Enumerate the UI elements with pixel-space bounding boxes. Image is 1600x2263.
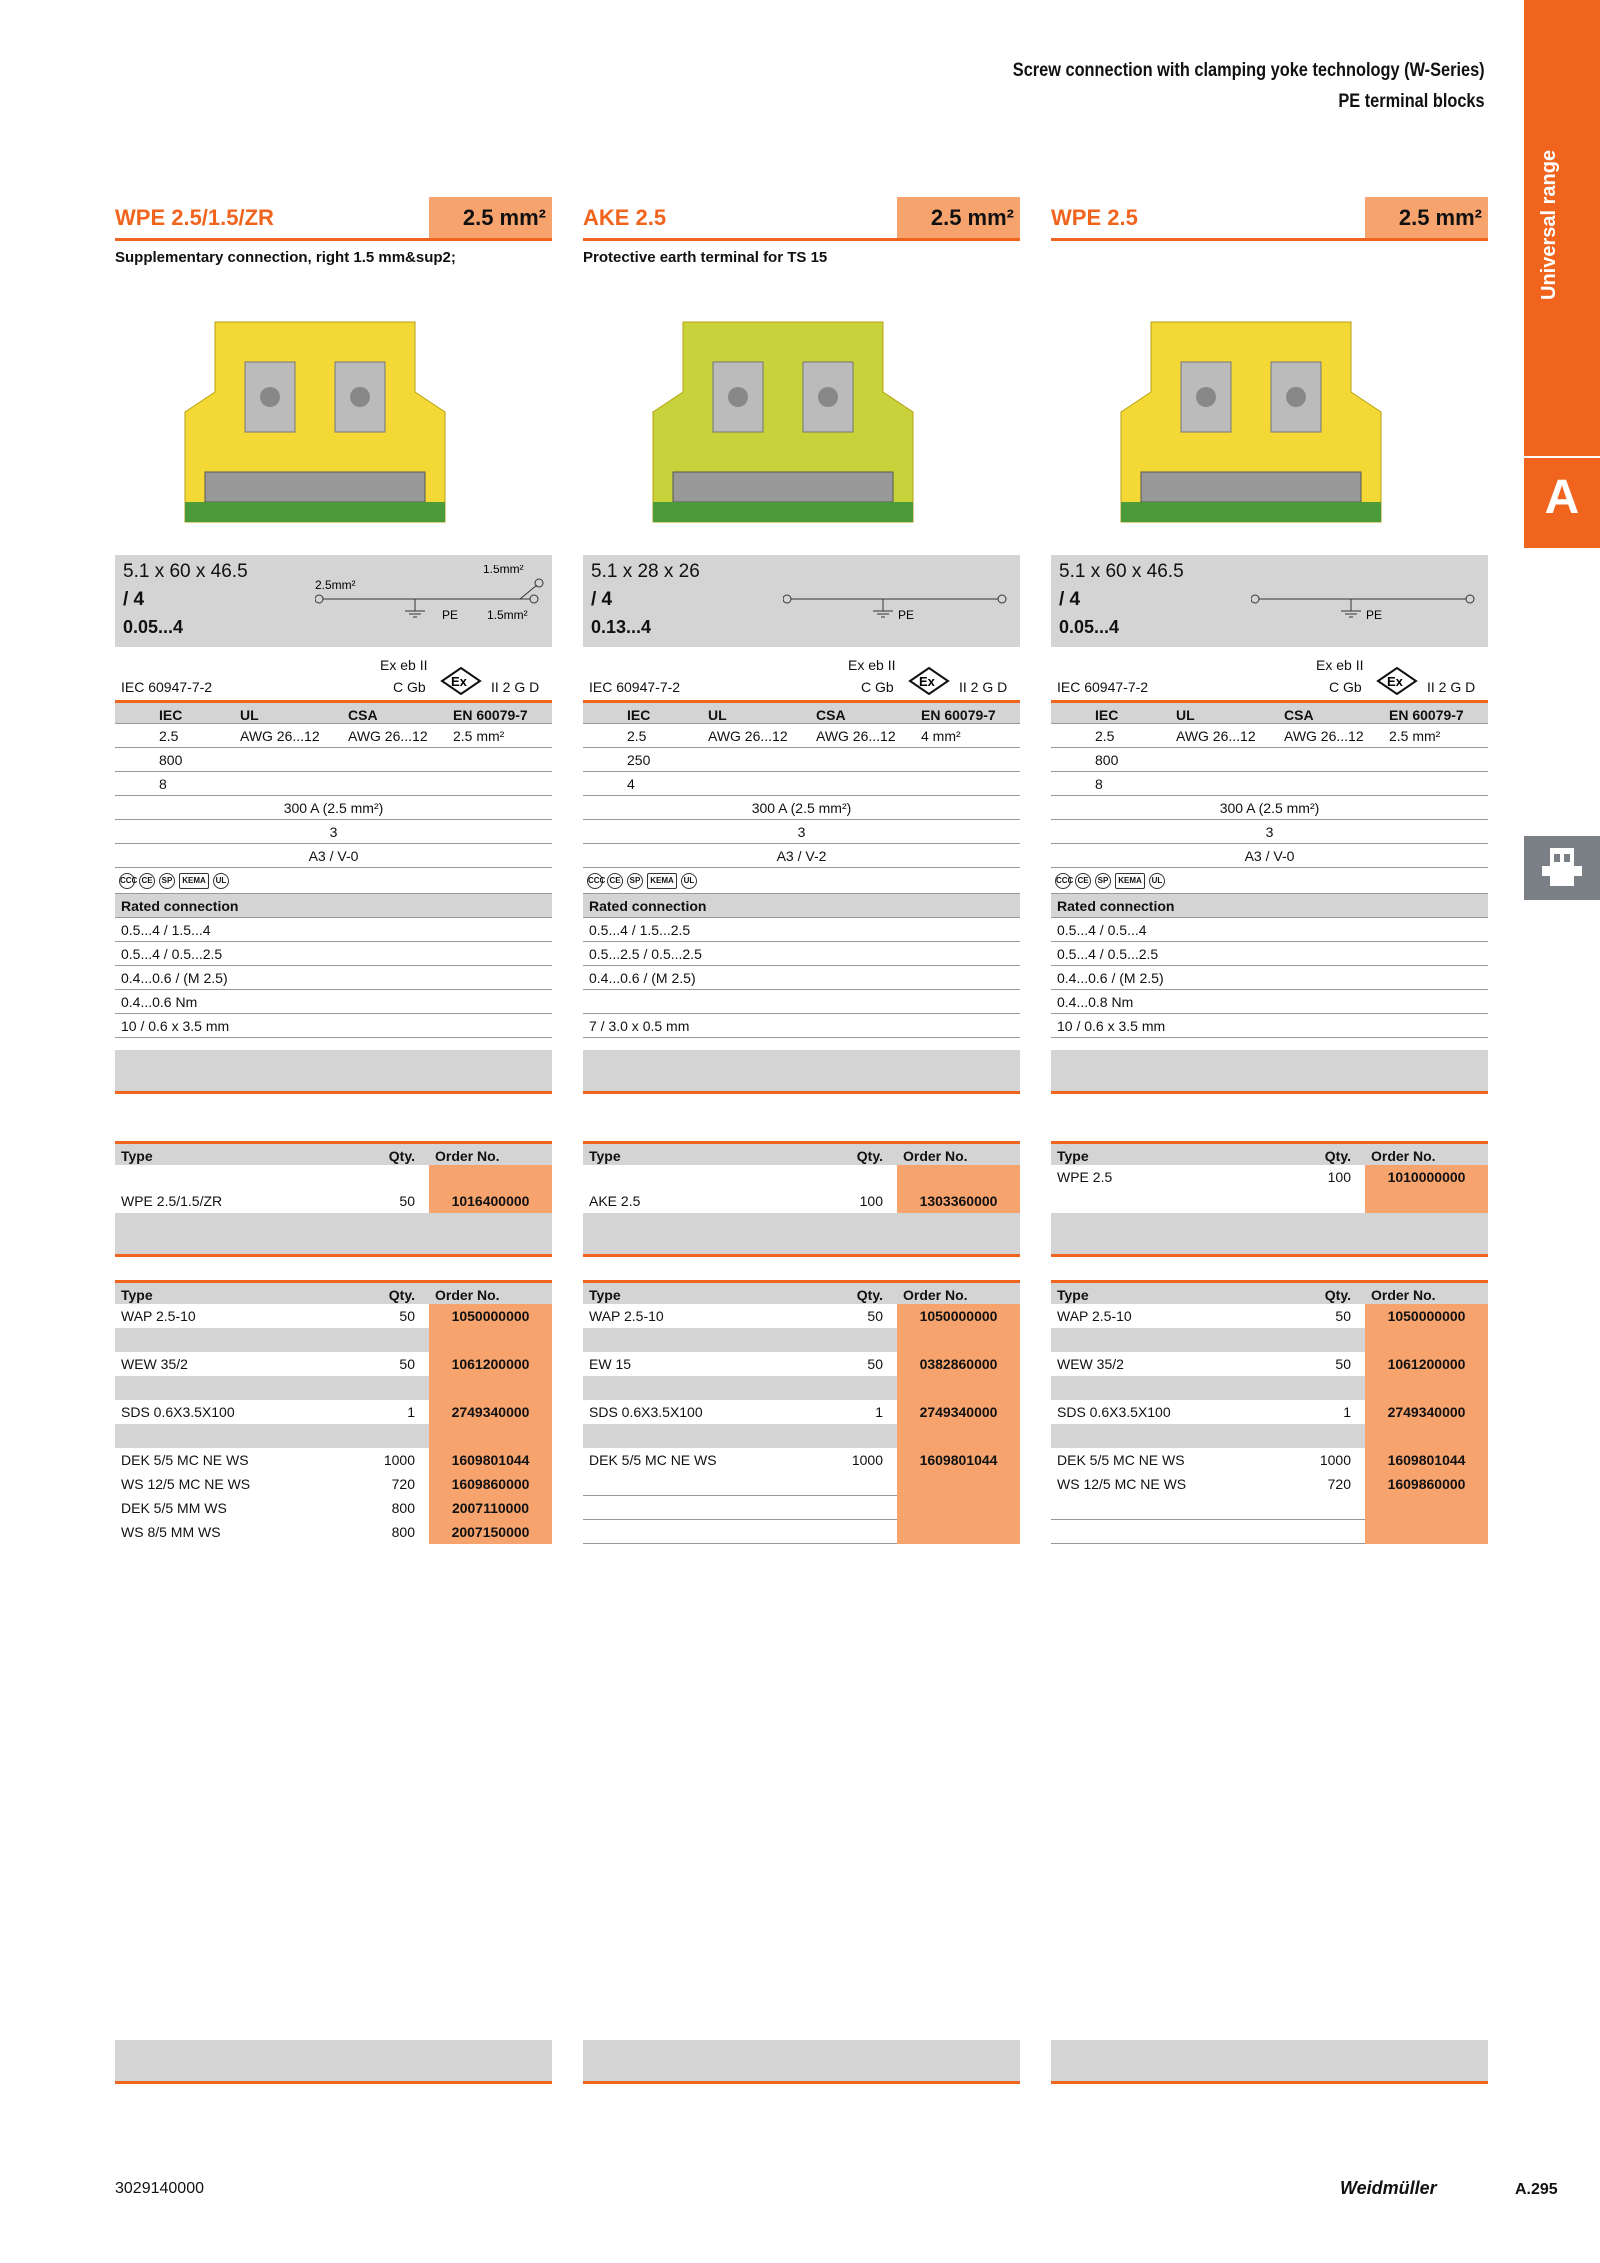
connection-value: 0.5...4 / 1.5...4 [121,922,211,938]
acc-header-type: Type [121,1287,153,1303]
dimensions: 5.1 x 60 x 46.5 [123,561,248,582]
acc-order-no[interactable]: 1609801044 [1365,1448,1488,1472]
order-header-qty: Qty. [1324,1148,1351,1164]
order-qty: 100 [859,1193,883,1209]
kema-icon: KEMA [1115,873,1145,889]
connection-value: 0.5...2.5 / 0.5...2.5 [589,946,702,962]
flammability: A3 / V-0 [308,848,359,864]
accessories-table [583,1280,1020,1544]
connection-value: 10 / 0.6 x 3.5 mm [121,1018,230,1034]
ccc-icon: CCC [1055,873,1071,889]
rated-connection-label: Rated connection [1057,898,1175,914]
svg-text:Ex: Ex [451,674,467,689]
current: 300 A (2.5 mm²) [751,800,852,816]
svg-text:2.5mm²: 2.5mm² [315,578,356,592]
acc-type: DEK 5/5 MC NE WS [1057,1452,1185,1468]
page-number: A.295 [1515,2181,1558,2198]
acc-qty: 1 [407,1404,415,1420]
accessory-row[interactable] [115,1448,552,1472]
accessory-row[interactable] [115,1400,552,1424]
order-header-no: Order No. [435,1148,500,1164]
product-description: Supplementary connection, right 1.5 mm&sup2; [115,249,456,266]
pollution: 3 [797,824,806,840]
product-size: 2.5 mm² [897,197,1020,238]
product-column [1051,197,1488,1492]
rating-value: 2.5 [159,728,179,744]
accessory-row[interactable] [1051,1352,1488,1376]
acc-qty: 1000 [383,1452,415,1468]
acc-qty: 50 [399,1308,415,1324]
acc-qty: 1 [1343,1404,1351,1420]
order-header-type: Type [589,1148,621,1164]
csa-icon: SP [1095,873,1111,889]
order-row[interactable] [115,1189,552,1213]
order-header-qty: Qty. [856,1148,883,1164]
acc-qty: 720 [1327,1476,1351,1492]
csa-icon: SP [627,873,643,889]
order-type: WPE 2.5 [1057,1169,1113,1185]
accessory-row[interactable] [583,1304,1020,1328]
acc-type: WAP 2.5-10 [589,1308,664,1324]
ii-2gd: II 2 G D [491,679,540,695]
rating-value: AWG 26...12 [240,728,320,744]
ex-eb: Ex eb II [1316,657,1364,673]
rated-voltage: 250 [627,752,651,768]
gray-band-bottom [583,2040,1020,2084]
svg-text:Ex: Ex [1387,674,1403,689]
circuit-diagram [1251,565,1481,635]
iec-standard: IEC 60947-7-2 [589,679,681,695]
acc-type: DEK 5/5 MM WS [121,1500,227,1516]
connection-value: 0.5...4 / 0.5...2.5 [121,946,223,962]
acc-type: DEK 5/5 MC NE WS [589,1452,717,1468]
rating-value: AWG 26...12 [708,728,788,744]
rating-value: AWG 26...12 [816,728,896,744]
accessory-row[interactable] [115,1496,552,1520]
footer-code: 3029140000 [115,2180,204,2197]
acc-type: WEW 35/2 [1057,1356,1124,1372]
rating-header: CSA [816,707,846,723]
dimension-box [115,555,552,647]
page-header [1013,55,1485,117]
ccc-icon: CCC [587,873,603,889]
pollution: 3 [1265,824,1274,840]
rating-header: EN 60079-7 [453,707,528,723]
rating-header: UL [1176,707,1195,723]
acc-header-type: Type [1057,1287,1089,1303]
dimension-box [583,555,1020,647]
order-table [1051,1141,1488,1257]
ce-icon: CE [1075,873,1091,889]
order-number[interactable]: 1303360000 [897,1189,1020,1213]
rating-header: CSA [1284,707,1314,723]
brand-logo: Weidmüller [1340,2178,1437,2198]
side-tab [1524,0,1600,548]
gray-band-bottom [1051,2040,1488,2084]
rating-value: 4 mm² [921,728,961,744]
acc-header-no: Order No. [1371,1287,1436,1303]
acc-type: WS 8/5 MM WS [121,1524,221,1540]
ce-icon: CE [139,873,155,889]
ii-2gd: II 2 G D [959,679,1008,695]
dimensions: 5.1 x 28 x 26 [591,561,700,582]
accessory-row[interactable] [1051,1304,1488,1328]
gray-band [1051,1050,1488,1094]
order-table [583,1141,1020,1257]
rating-value: 2.5 mm² [1389,728,1441,744]
accessory-row[interactable] [115,1304,552,1328]
rated-surge: 8 [1095,776,1103,792]
acc-order-no[interactable]: 1609860000 [1365,1472,1488,1496]
acc-qty: 800 [391,1524,415,1540]
product-name: AKE 2.5 [583,205,667,230]
accessory-row[interactable] [1051,1472,1488,1496]
side-label: Universal range [1538,149,1560,300]
connection-value: 7 / 3.0 x 0.5 mm [589,1018,690,1034]
connection-value: 0.4...0.6 / (M 2.5) [589,970,696,986]
product-column [583,197,1020,1468]
c-gb: C Gb [393,679,426,695]
range: 0.13...4 [591,617,652,637]
gray-band [115,1050,552,1094]
rated-voltage: 800 [1095,752,1119,768]
circuit-diagram [783,565,1013,635]
acc-qty: 50 [399,1356,415,1372]
ex-icon [1376,667,1418,695]
product-size: 2.5 mm² [1365,197,1488,238]
order-type: WPE 2.5/1.5/ZR [121,1193,223,1209]
acc-type: SDS 0.6X3.5X100 [1057,1404,1171,1420]
svg-text:1.5mm²: 1.5mm² [483,565,524,576]
accessory-row[interactable] [1051,1400,1488,1424]
rated-voltage: 800 [159,752,183,768]
connection-value: 0.5...4 / 0.5...4 [1057,922,1147,938]
rating-header: CSA [348,707,378,723]
terminal-block-icon [1524,836,1600,900]
certification [583,653,1020,703]
approval-icons [115,868,552,894]
accessory-row[interactable] [115,1472,552,1496]
product-title-bar [115,197,552,241]
rating-value: AWG 26...12 [348,728,428,744]
rating-value: AWG 26...12 [1284,728,1364,744]
ex-eb: Ex eb II [848,657,896,673]
order-header-type: Type [1057,1148,1089,1164]
acc-qty: 50 [1335,1356,1351,1372]
accessory-row[interactable] [583,1448,1020,1472]
accessory-row[interactable] [115,1520,552,1544]
accessories-table [1051,1280,1488,1544]
acc-type: SDS 0.6X3.5X100 [121,1404,235,1420]
acc-qty: 720 [391,1476,415,1492]
rating-table [1051,700,1488,1038]
product-image [1111,302,1391,542]
current: 300 A (2.5 mm²) [1219,800,1320,816]
kema-icon: KEMA [179,873,209,889]
accessory-row[interactable] [583,1400,1020,1424]
accessory-row[interactable] [115,1352,552,1376]
ce-icon: CE [607,873,623,889]
acc-header-no: Order No. [903,1287,968,1303]
product-title-bar [583,197,1020,241]
approval-icons [1051,868,1488,894]
acc-type: WAP 2.5-10 [121,1308,196,1324]
order-qty: 100 [1327,1169,1351,1185]
acc-qty: 1000 [1319,1452,1351,1468]
flammability: A3 / V-2 [776,848,827,864]
svg-text:PE: PE [898,608,915,622]
product-image [643,302,923,542]
order-header-qty: Qty. [388,1148,415,1164]
rating-header: IEC [159,707,183,723]
header-line2: PE terminal blocks [1338,91,1485,112]
rating-value: 2.5 [1095,728,1115,744]
order-table [115,1141,552,1257]
connection-value: 0.4...0.6 Nm [121,994,198,1010]
ccc-icon: CCC [119,873,135,889]
product-image [175,302,455,542]
acc-order-no[interactable]: 2007150000 [429,1520,552,1544]
acc-order-no[interactable]: 0382860000 [897,1352,1020,1376]
iec-standard: IEC 60947-7-2 [1057,679,1149,695]
acc-type: SDS 0.6X3.5X100 [589,1404,703,1420]
rating-value: 2.5 mm² [453,728,505,744]
acc-qty: 1 [875,1404,883,1420]
rating-table [583,700,1020,1038]
side-letter: A [1544,471,1580,524]
pitch: / 4 [591,589,613,610]
connection-value: 10 / 0.6 x 3.5 mm [1057,1018,1166,1034]
ul-icon: UL [1149,873,1165,889]
rating-header: UL [708,707,727,723]
acc-type: WAP 2.5-10 [1057,1308,1132,1324]
order-number[interactable]: 1010000000 [1365,1165,1488,1189]
acc-type: EW 15 [589,1356,632,1372]
range: 0.05...4 [1059,617,1120,637]
c-gb: C Gb [861,679,894,695]
ex-eb: Ex eb II [380,657,428,673]
acc-order-no[interactable]: 1050000000 [429,1304,552,1328]
pitch: / 4 [1059,589,1081,610]
svg-text:Ex: Ex [919,674,935,689]
product-name: WPE 2.5 [1051,205,1138,230]
accessory-row[interactable] [583,1352,1020,1376]
acc-order-no[interactable]: 1609801044 [897,1448,1020,1472]
csa-icon: SP [159,873,175,889]
product-name: WPE 2.5/1.5/ZR [115,205,274,230]
acc-header-qty: Qty. [856,1287,883,1303]
product-column [115,197,552,1540]
rated-surge: 4 [627,776,635,792]
rating-header: EN 60079-7 [1389,707,1464,723]
acc-order-no[interactable]: 2749340000 [897,1400,1020,1424]
acc-type: DEK 5/5 MC NE WS [121,1452,249,1468]
ii-2gd: II 2 G D [1427,679,1476,695]
product-size: 2.5 mm² [429,197,552,238]
order-qty: 50 [399,1193,415,1209]
acc-order-no[interactable]: 1061200000 [1365,1352,1488,1376]
ul-icon: UL [213,873,229,889]
product-description: Protective earth terminal for TS 15 [583,249,828,266]
range: 0.05...4 [123,617,184,637]
acc-order-no[interactable]: 2007110000 [429,1496,552,1520]
rating-header: UL [240,707,259,723]
acc-order-no[interactable]: 1609860000 [429,1472,552,1496]
order-header-type: Type [121,1148,153,1164]
c-gb: C Gb [1329,679,1362,695]
acc-type: WS 12/5 MC NE WS [1057,1476,1187,1492]
gray-band [583,1050,1020,1094]
order-type: AKE 2.5 [589,1193,641,1209]
pollution: 3 [329,824,338,840]
order-header-no: Order No. [903,1148,968,1164]
accessory-row[interactable] [1051,1448,1488,1472]
accessories-table [115,1280,552,1544]
certification [115,653,552,703]
acc-order-no[interactable]: 1061200000 [429,1352,552,1376]
acc-qty: 1000 [851,1452,883,1468]
current: 300 A (2.5 mm²) [283,800,384,816]
acc-order-no[interactable]: 1609801044 [429,1448,552,1472]
acc-order-no[interactable]: 2749340000 [429,1400,552,1424]
order-row[interactable] [583,1189,1020,1213]
rating-value: 2.5 [627,728,647,744]
gray-band-bottom [115,2040,552,2084]
kema-icon: KEMA [647,873,677,889]
ul-icon: UL [681,873,697,889]
rated-connection-label: Rated connection [121,898,239,914]
product-title-bar [1051,197,1488,241]
acc-header-no: Order No. [435,1287,500,1303]
rating-value: AWG 26...12 [1176,728,1256,744]
connection-value: 0.5...4 / 0.5...2.5 [1057,946,1159,962]
acc-qty: 50 [1335,1308,1351,1324]
ex-icon [440,667,482,695]
rating-header: IEC [627,707,651,723]
rating-header: EN 60079-7 [921,707,996,723]
circuit-diagram [315,565,545,635]
acc-qty: 50 [867,1308,883,1324]
connection-value: 0.4...0.6 / (M 2.5) [1057,970,1164,986]
approval-icons [583,868,1020,894]
svg-text:1.5mm²: 1.5mm² [487,608,528,622]
rating-table [115,700,552,1038]
order-header-no: Order No. [1371,1148,1436,1164]
svg-text:PE: PE [442,608,459,622]
acc-header-type: Type [589,1287,621,1303]
acc-header-qty: Qty. [1324,1287,1351,1303]
connection-value: 0.5...4 / 1.5...2.5 [589,922,691,938]
connection-value: 0.4...0.8 Nm [1057,994,1134,1010]
order-row[interactable] [1051,1165,1488,1189]
iec-standard: IEC 60947-7-2 [121,679,213,695]
acc-qty: 50 [867,1356,883,1372]
header-line1: Screw connection with clamping yoke technology (W-Series) [1013,60,1485,81]
acc-header-qty: Qty. [388,1287,415,1303]
connection-value: 0.4...0.6 / (M 2.5) [121,970,228,986]
order-number[interactable]: 1016400000 [429,1189,552,1213]
acc-type: WEW 35/2 [121,1356,188,1372]
flammability: A3 / V-0 [1244,848,1295,864]
acc-order-no[interactable]: 2749340000 [1365,1400,1488,1424]
rated-surge: 8 [159,776,167,792]
rated-connection-label: Rated connection [589,898,707,914]
svg-text:PE: PE [1366,608,1383,622]
rating-header: IEC [1095,707,1119,723]
certification [1051,653,1488,703]
ex-icon [908,667,950,695]
acc-order-no[interactable]: 1050000000 [897,1304,1020,1328]
acc-order-no[interactable]: 1050000000 [1365,1304,1488,1328]
pitch: / 4 [123,589,145,610]
acc-type: WS 12/5 MC NE WS [121,1476,251,1492]
dimension-box [1051,555,1488,647]
dimensions: 5.1 x 60 x 46.5 [1059,561,1184,582]
acc-qty: 800 [391,1500,415,1516]
